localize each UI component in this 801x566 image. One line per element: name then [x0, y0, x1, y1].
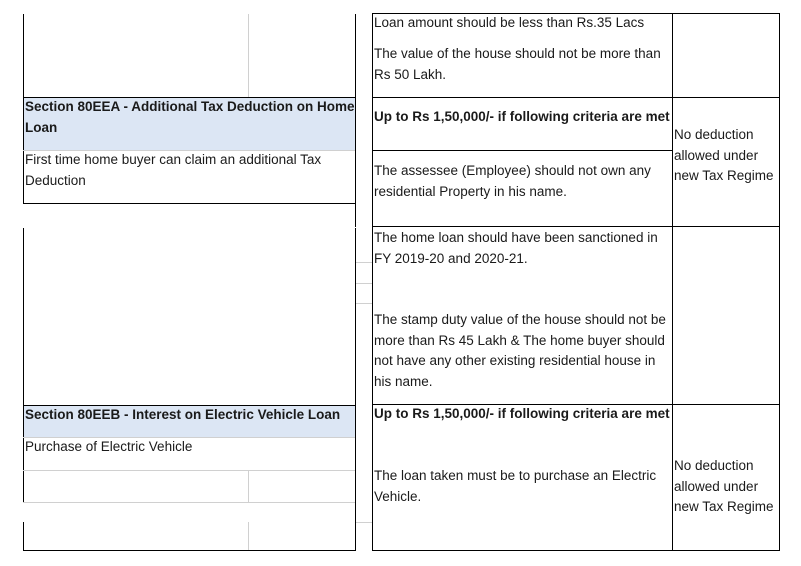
- grid-line: [356, 262, 372, 263]
- criteria-80eea-3: The stamp duty value of the house should not be more than Rs 45 Lakh & The home buyer should not have any other existing residential house in his name.: [374, 312, 666, 389]
- top-criteria-house-value: The value of the house should not be more than Rs 50 Lakh.: [374, 46, 661, 82]
- limit-80eea: Up to Rs 1,50,000/- if following criteria are met: [374, 109, 670, 124]
- grid-line: [355, 14, 356, 97]
- grid-line: [23, 97, 356, 98]
- grid-line: [779, 13, 780, 551]
- criteria-80eeb-1: The loan taken must be to purchase an Electric Vehicle.: [374, 468, 657, 504]
- grid-line: [355, 97, 356, 227]
- grid-line: [23, 522, 24, 551]
- grid-line: [23, 470, 355, 471]
- grid-line: [372, 97, 780, 98]
- new-regime-80eeb: No deduction allowed under new Tax Regime: [674, 458, 774, 514]
- grid-line: [372, 226, 780, 227]
- grid-line: [23, 203, 356, 204]
- criteria-80eea-1: The assessee (Employee) should not own any residential Property in his name.: [374, 163, 651, 199]
- grid-line: [23, 405, 24, 502]
- section-description-80eeb: Purchase of Electric Vehicle: [25, 439, 193, 454]
- grid-line: [248, 14, 249, 97]
- grid-line: [356, 283, 372, 284]
- top-criteria-loan-amount: Loan amount should be less than Rs.35 Lacs: [374, 15, 645, 30]
- grid-line: [248, 522, 249, 551]
- grid-line: [356, 303, 372, 304]
- new-regime-80eea: No deduction allowed under new Tax Regime: [674, 127, 774, 183]
- grid-line: [248, 470, 249, 502]
- grid-line: [23, 405, 356, 406]
- criteria-80eea-2: The home loan should have been sanctioned in FY 2019-20 and 2020-21.: [374, 230, 658, 266]
- grid-line: [23, 502, 355, 503]
- section-description-80eea: First time home buyer can claim an additional Tax Deduction: [25, 152, 322, 188]
- grid-line: [372, 550, 780, 551]
- grid-line: [355, 405, 356, 551]
- grid-line: [372, 150, 672, 151]
- grid-line: [23, 550, 356, 551]
- grid-line: [355, 228, 356, 405]
- limit-80eeb: Up to Rs 1,50,000/- if following criteria are met: [374, 406, 670, 421]
- grid-line: [23, 228, 24, 405]
- grid-line: [23, 14, 24, 97]
- section-title-80eea: Section 80EEA - Additional Tax Deduction on Home Loan: [25, 99, 355, 135]
- grid-line: [372, 13, 373, 551]
- section-title-80eeb: Section 80EEB - Interest on Electric Vehicle Loan: [25, 407, 341, 422]
- grid-line: [356, 522, 372, 523]
